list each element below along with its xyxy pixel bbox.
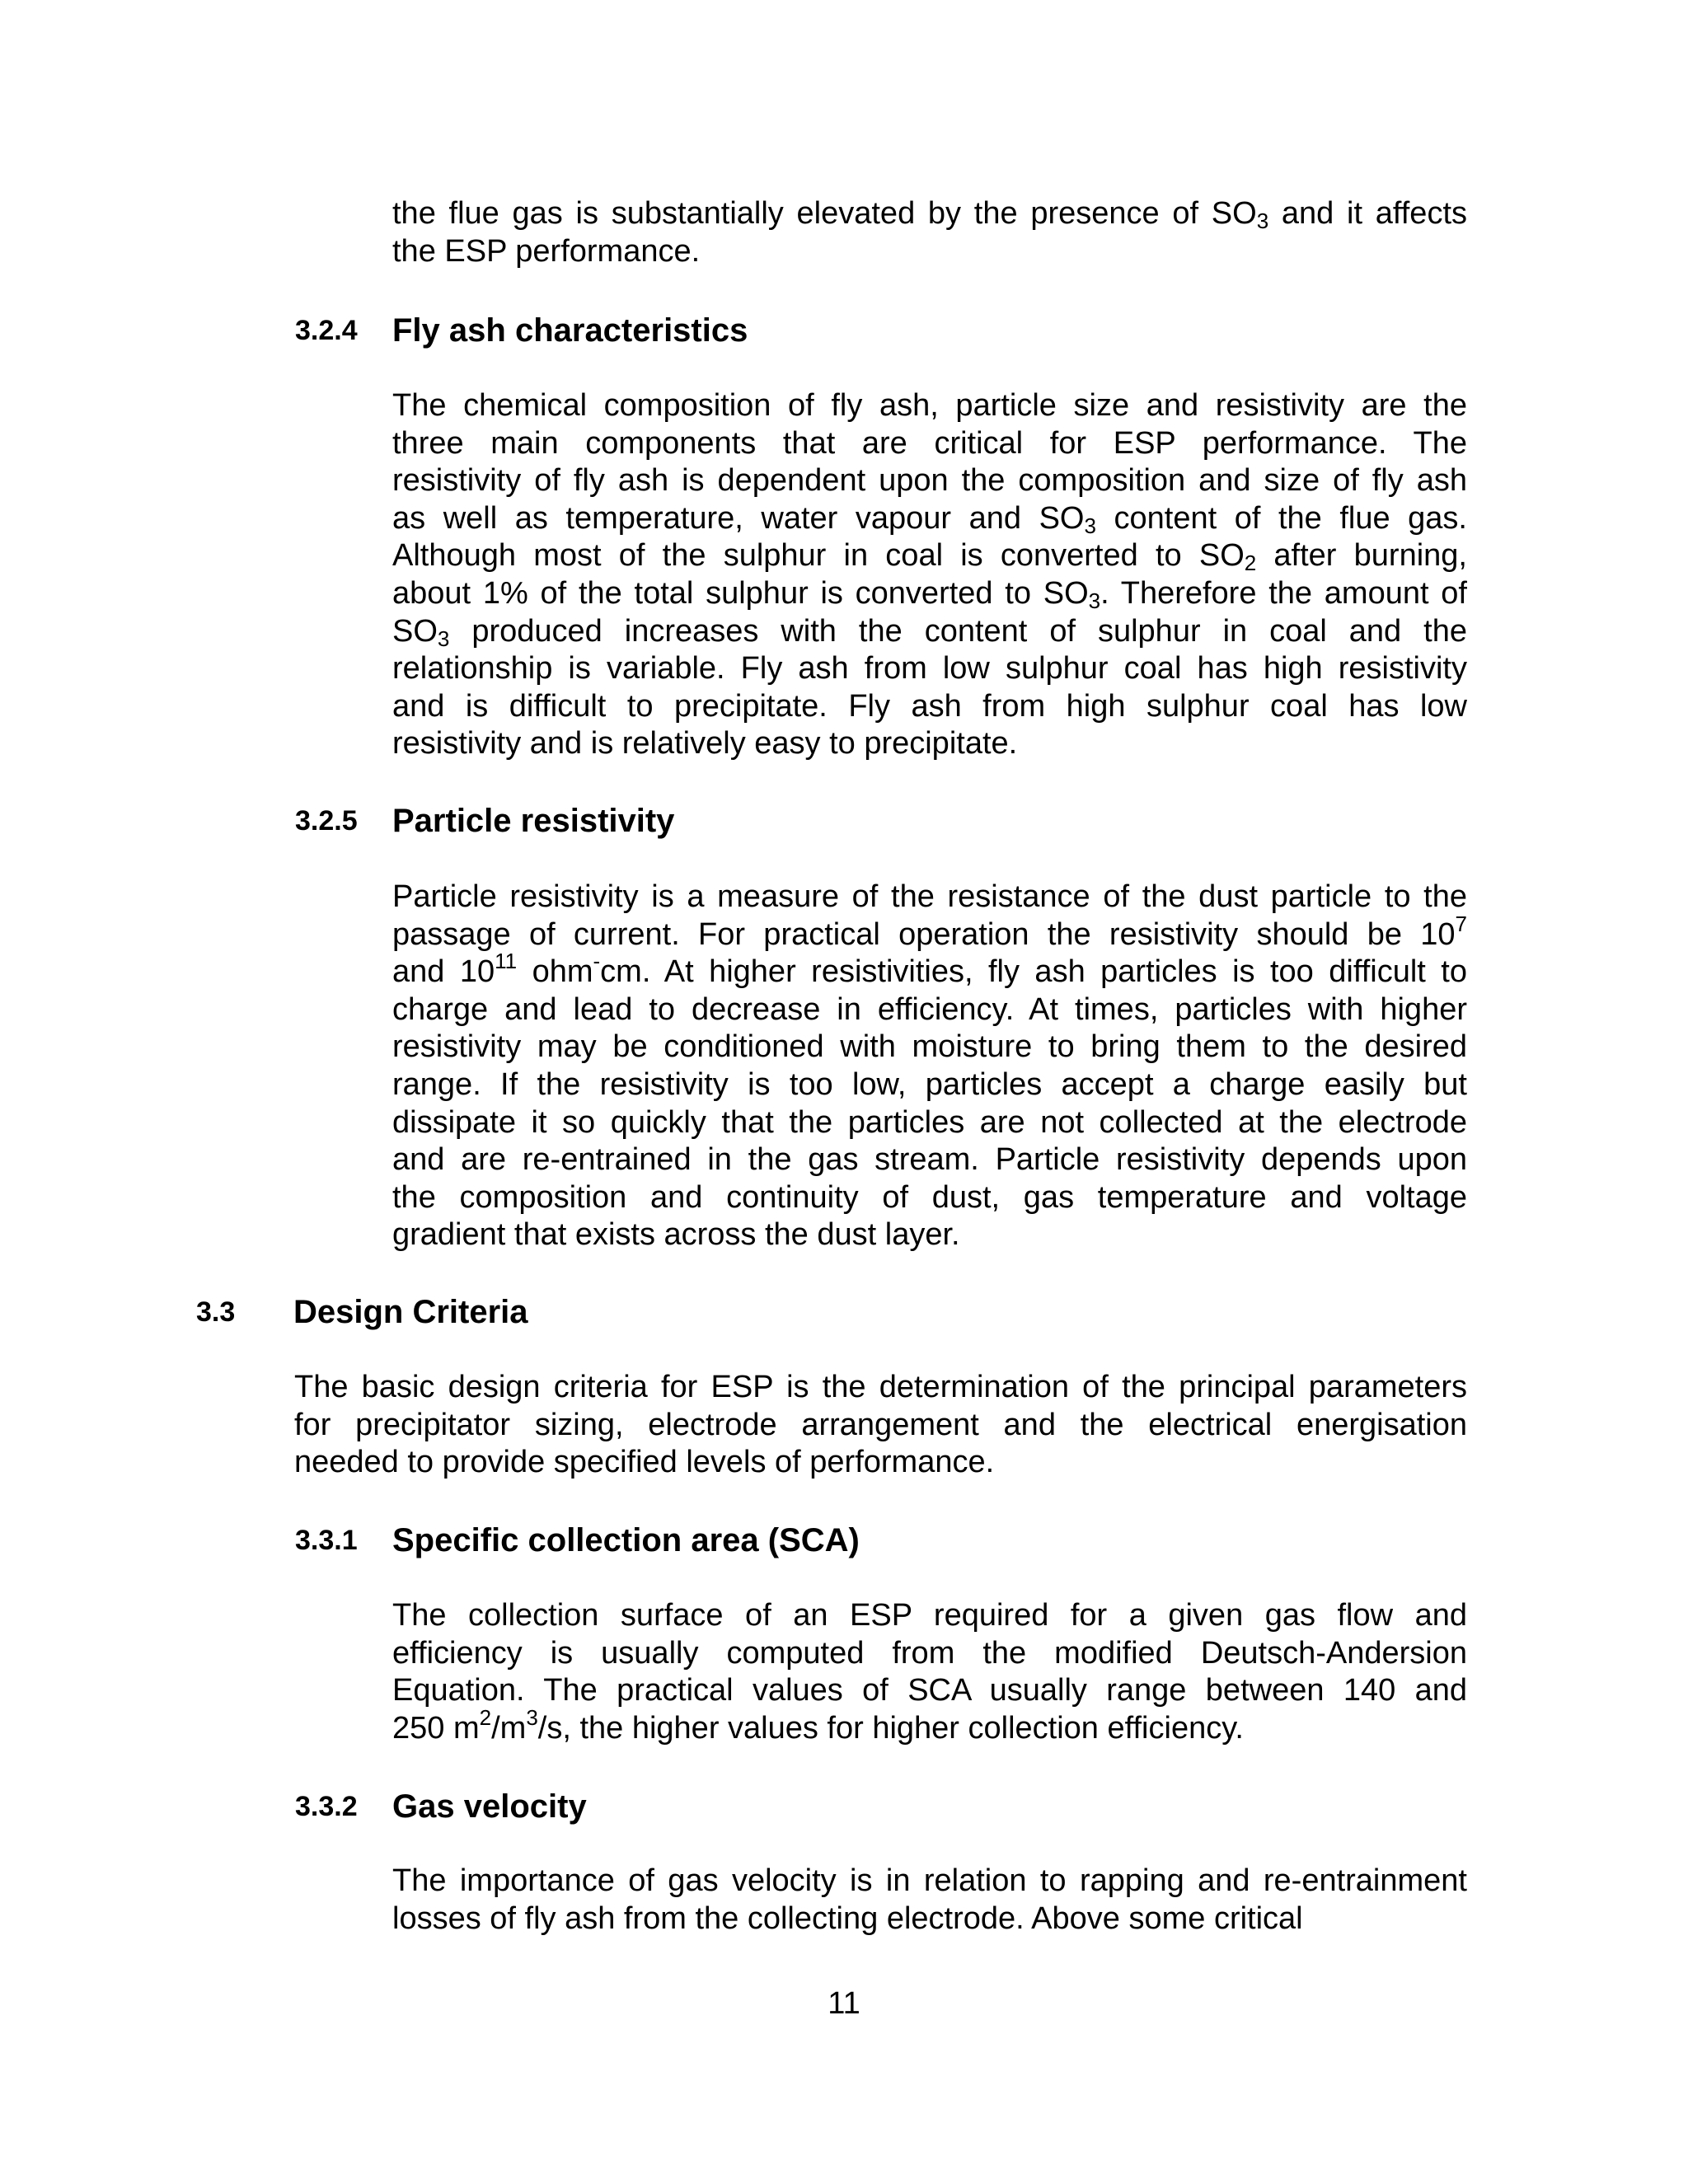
text-run: needed to provide specified levels of performance.: [294, 1445, 995, 1480]
paragraph-design-criteria: [294, 1369, 1467, 1482]
text-run: The importance of gas velocity is in relation to rapping and re-entrainment: [392, 1863, 1467, 1898]
section-title: Fly ash characteristics: [392, 312, 748, 349]
text-line: [392, 688, 1467, 726]
text-line: [392, 195, 1467, 233]
subscript: 3: [1088, 588, 1101, 613]
superscript: 7: [1455, 911, 1467, 936]
text-run: 250 m: [392, 1710, 480, 1746]
text-run: relationship is variable. Fly ash from low sulphur coal has high resistivity: [392, 651, 1467, 687]
section-number: 3.3: [196, 1296, 236, 1328]
text-line: [392, 1141, 1467, 1179]
subscript: 3: [437, 626, 450, 651]
text-run: resistivity of fly ash is dependent upon the composition and size of fly ash: [392, 463, 1467, 499]
text-line: [392, 1704, 1467, 1748]
paragraph-specific-collection-area: [392, 1597, 1467, 1747]
text-line: [392, 575, 1467, 613]
text-run: produced increases with the content of sulphur in coal and the: [449, 613, 1467, 649]
text-run: The chemical composition of fly ash, particle size and resistivity are the: [392, 388, 1467, 423]
text-line: [392, 1066, 1467, 1104]
text-run: resistivity and is relatively easy to precipitate.: [392, 726, 1018, 762]
text-line: [392, 462, 1467, 500]
text-line: [392, 537, 1467, 575]
section-number: 3.3.2: [295, 1791, 358, 1822]
text-line: [392, 725, 1467, 763]
text-run: and are re-entrained in the gas stream. Particle resistivity depends upon: [392, 1142, 1467, 1178]
text-line: [294, 1407, 1467, 1445]
text-run: Particle resistivity is a measure of the resistance of the dust particle to the: [392, 879, 1467, 914]
superscript: -: [593, 949, 601, 974]
text-run: and 10: [392, 954, 495, 990]
section-number: 3.2.5: [295, 805, 358, 837]
text-line: [392, 387, 1467, 425]
text-run: charge and lead to decrease in efficiency. At times, particles with higher: [392, 991, 1467, 1027]
text-run: three main components that are critical for ESP performance. The: [392, 425, 1467, 461]
text-run: gradient that exists across the dust layer.: [392, 1217, 960, 1253]
text-run: The basic design criteria for ESP is the determination of the principal parameters: [294, 1370, 1467, 1404]
subscript: 3: [1256, 209, 1269, 233]
text-line: [392, 991, 1467, 1029]
text-run: resistivity may be conditioned with moisture to bring them to the desired: [392, 1029, 1467, 1065]
subscript: 2: [1244, 551, 1257, 576]
text-run: SO: [392, 613, 438, 649]
text-run: Although most of the sulphur in coal is converted to SO: [392, 538, 1245, 574]
text-line: [392, 1029, 1467, 1066]
text-run: /m: [491, 1710, 527, 1746]
text-line: [392, 1672, 1467, 1710]
page-number: 11: [828, 1986, 860, 2021]
text-run: cm. At higher resistivities, fly ash particles is too difficult to: [600, 954, 1467, 990]
text-line: [294, 1369, 1467, 1407]
text-run: after burning,: [1256, 538, 1467, 574]
text-line: [392, 1179, 1467, 1217]
subscript: 3: [1084, 513, 1096, 538]
superscript: 11: [495, 949, 518, 974]
text-run: passage of current. For practical operation the resistivity should be 10: [392, 916, 1456, 952]
text-line: [392, 1863, 1467, 1900]
section-number: 3.2.4: [295, 315, 358, 346]
text-line: [392, 500, 1467, 538]
paragraph-gas-velocity: [392, 1863, 1467, 1938]
text-run: for precipitator sizing, electrode arrangement and the electrical energisation: [294, 1407, 1467, 1442]
section-title: Particle resistivity: [392, 803, 675, 839]
text-run: /s, the higher values for higher collection efficiency.: [537, 1710, 1244, 1746]
text-line: [392, 1597, 1467, 1635]
text-line: [392, 425, 1467, 463]
text-run: the ESP performance.: [392, 233, 701, 269]
text-line: [392, 1900, 1467, 1938]
text-run: the flue gas is substantially elevated by the presence of SO: [392, 196, 1257, 231]
text-line: [392, 879, 1467, 916]
text-run: . Therefore the amount of: [1100, 575, 1467, 611]
text-line: [392, 613, 1467, 651]
text-line: [392, 1635, 1467, 1673]
text-run: about 1% of the total sulphur is converted to SO: [392, 575, 1089, 611]
text-line: [392, 233, 1467, 271]
text-line: [294, 1444, 1467, 1482]
text-run: range. If the resistivity is too low, particles accept a charge easily but: [392, 1066, 1467, 1102]
text-line: [392, 1104, 1467, 1142]
text-run: the composition and continuity of dust, gas temperature and voltage: [392, 1179, 1467, 1215]
text-run: and it affects: [1268, 196, 1467, 231]
superscript: 3: [526, 1704, 538, 1730]
text-run: The collection surface of an ESP required for a given gas flow and: [392, 1598, 1467, 1633]
text-run: ohm: [517, 954, 593, 990]
text-run: efficiency is usually computed from the modified Deutsch-Andersion: [392, 1635, 1467, 1671]
intro-paragraph: [392, 195, 1467, 270]
text-run: and is difficult to precipitate. Fly ash from high sulphur coal has low: [392, 688, 1467, 724]
text-run: content of the flue gas.: [1095, 500, 1467, 536]
text-run: as well as temperature, water vapour and SO: [392, 500, 1085, 536]
section-title: Design Criteria: [293, 1294, 528, 1330]
paragraph-fly-ash-characteristics: [392, 387, 1467, 763]
text-line: [392, 1216, 1467, 1254]
text-line: [392, 911, 1467, 954]
superscript: 2: [479, 1704, 492, 1730]
text-line: [392, 650, 1467, 688]
text-line: [392, 949, 1467, 991]
paragraph-particle-resistivity: [392, 879, 1467, 1254]
text-run: dissipate it so quickly that the particles are not collected at the electrode: [392, 1104, 1467, 1140]
text-run: losses of fly ash from the collecting electrode. Above some critical: [392, 1900, 1303, 1936]
text-run: Equation. The practical values of SCA usually range between 140 and: [392, 1673, 1467, 1708]
section-title: Specific collection area (SCA): [392, 1522, 860, 1558]
section-number: 3.3.1: [295, 1525, 358, 1556]
section-title: Gas velocity: [392, 1788, 587, 1825]
